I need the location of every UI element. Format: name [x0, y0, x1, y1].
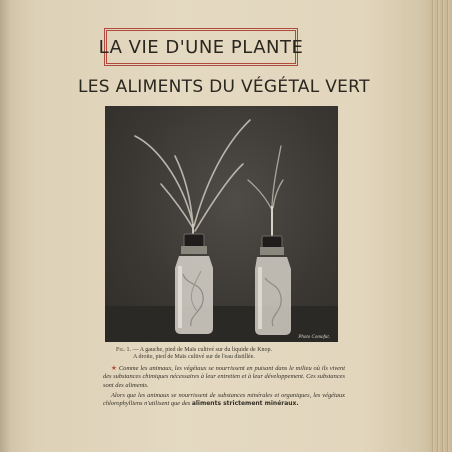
caption-line-1: — A gauche, pied de Maïs cultivé sur du liquide de Knop.: [132, 347, 273, 353]
paragraph-2: [103, 392, 345, 409]
page-gutter: [0, 0, 10, 452]
right-plant-leaves: [248, 146, 283, 210]
page-edges: [430, 0, 452, 452]
paragraph-2-emphasis: aliments strictement minéraux.: [191, 400, 299, 408]
section-heading: LES ALIMENTS DU VÉGÉTAL VERT: [78, 77, 370, 97]
figure-label: Fig. 1.: [116, 347, 132, 353]
paragraph-1-text: Comme les animaux, les végétaux se nourrissent en puisant dans le milieu où ils vivent des substances chimiques nécessaires à leur entretien et à leur développement. Ces substances sont des aliments.: [103, 365, 345, 389]
paragraph-2-text: Alors que les animaux se nourrissent de substances minérales et organiques, les végétaux chlorophylliens n'utilisent que des: [103, 391, 345, 408]
figure-caption: [116, 347, 346, 361]
right-bottle: [255, 236, 291, 335]
paragraph-1: [103, 365, 345, 390]
body-text: [103, 365, 345, 410]
chapter-title-box: [98, 28, 304, 66]
left-plant-leaves: [135, 120, 250, 231]
chapter-title: LA VIE D'UNE PLANTE: [98, 36, 304, 58]
left-bottle: [175, 234, 213, 334]
star-icon: ★: [111, 365, 118, 372]
photo-credit: Photo Comofut.: [298, 335, 330, 340]
caption-line-2: A droite, pied de Maïs cultivé sur de l'eau distillée.: [133, 354, 255, 360]
figure-photo: [105, 106, 338, 342]
maize-bottles-illustration: [105, 106, 338, 342]
